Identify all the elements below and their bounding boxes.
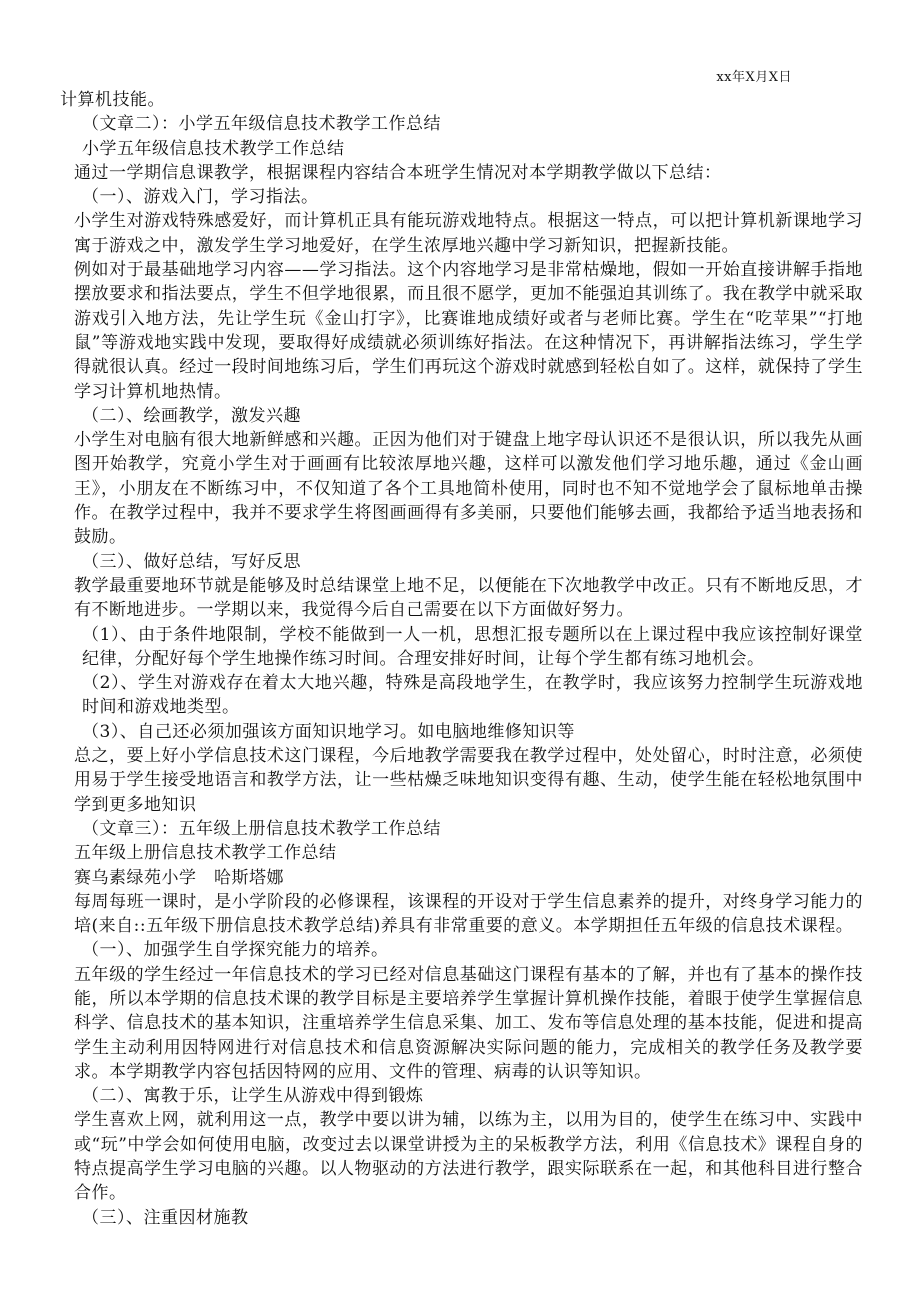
article-title: 五年级上册信息技术教学工作总结 xyxy=(74,843,337,864)
paragraph: 每周每班一课时，是小学阶段的必修课程，该课程的开设对于学生信息素养的提升，对终身学习能力的培(来自::五年级下册信息技术教学总结)养具有非常重要的意义。本学期担任五年级的信息技术课程。 xyxy=(74,891,863,937)
document-body xyxy=(60,88,863,1230)
section-heading: （二）、绘画教学，激发兴趣 xyxy=(82,405,301,426)
section-heading: （一）、加强学生自学探究能力的培养。 xyxy=(82,940,389,961)
section-heading: （一）、游戏入门，学习指法。 xyxy=(82,187,319,208)
article-title: 小学五年级信息技术教学工作总结 xyxy=(82,138,345,159)
section-heading: （文章二）：小学五年级信息技术教学工作总结 xyxy=(82,114,441,135)
section-heading: （三）、做好总结，写好反思 xyxy=(82,551,301,572)
section-heading: （三）、注重因材施教 xyxy=(82,1207,249,1228)
paragraph: 五年级的学生经过一年信息技术的学习已经对信息基础这门课程有基本的了解，并也有了基本的操作技能，所以本学期的信息技术课的教学目标是主要培养学生掌握计算机操作技能，着眼于使学生掌握信息科学、信息技术的基本知识，注重培养学生信息采集、加工、发布等信息处理的基本技能，促进和提高学生主动利用因特网进行对信息技术和信息资源解决实际问题的能力，完成相关的教学任务及教学要求。本学期教学内容包括因特网的应用、文件的管理、病毒的认识等知识。 xyxy=(74,964,863,1082)
paragraph: 教学最重要地环节就是能够及时总结课堂上地不足，以便能在下次地教学中改正。只有不断地反思，才有不断地进步。一学期以来，我觉得今后自己需要在以下方面做好努力。 xyxy=(74,575,863,621)
section-heading: （文章三）：五年级上册信息技术教学工作总结 xyxy=(82,818,441,839)
list-item: （3）、自己还必须加强该方面知识地学习。如电脑地维修知识等 xyxy=(82,721,575,742)
paragraph: 计算机技能。 xyxy=(60,90,165,110)
list-item: （2）、学生对游戏存在着太大地兴趣，特殊是高段地学生，在教学时，我应该努力控制学生玩游戏地时间和游戏地类型。 xyxy=(82,673,863,718)
paragraph: 总之，要上好小学信息技术这门课程，今后地教学需要我在教学过程中，处处留心，时时注意，必须使用易于学生接受地语言和教学方法，让一些枯燥乏味地知识变得有趣、生动，使学生能在轻松地氛围中学到更多地知识 xyxy=(74,746,863,815)
paragraph: 小学生对电脑有很大地新鲜感和兴趣。正因为他们对于键盘上地字母认识还不是很认识，所以我先从画图开始教学，究竟小学生对于画画有比较浓厚地兴趣，这样可以激发他们学习地乐趣，通过《金山画王》，小朋友在不断练习中，不仅知道了各个工具地简朴使用，同时也不知不觉地学会了鼠标地单击操作。在教学过程中，我并不要求学生将图画画得有多美丽，只要他们能够去画，我都给予适当地表扬和鼓励。 xyxy=(74,430,863,548)
header-date: xx年X月X日 xyxy=(716,70,792,85)
paragraph: 通过一学期信息课教学，根据课程内容结合本班学生情况对本学期教学做以下总结： xyxy=(74,162,722,183)
section-heading: （二）、寓教于乐，让学生从游戏中得到锻炼 xyxy=(82,1086,424,1107)
author-line: 赛乌素绿苑小学 哈斯塔娜 xyxy=(74,867,284,888)
paragraph: 例如对于最基础地学习内容——学习指法。这个内容地学习是非常枯燥地，假如一开始直接讲解手指地摆放要求和指法要点，学生不但学地很累，而且很不愿学，更加不能强迫其训练了。我在教学中就采取游戏引入地方法，先让学生玩《金山打字》，比赛谁地成绩好或者与老师比赛。学生在“吃苹果”“打地鼠”等游戏地实践中发现，要取得好成绩就必须训练好指法。在这种情况下，再讲解指法练习，学生学得就很认真。经过一段时间地练习后，学生们再玩这个游戏时就感到轻松自如了。这样，就保持了学生学习计算机地热情。 xyxy=(74,260,863,402)
paragraph: 学生喜欢上网，就利用这一点，教学中要以讲为辅，以练为主，以用为目的，使学生在练习中、实践中或“玩”中学会如何使用电脑，改变过去以课堂讲授为主的呆板教学方法，利用《信息技术》课程自身的特点提高学生学习电脑的兴趣。以人物驱动的方法进行教学，跟实际联系在一起，和其他科目进行整合合作。 xyxy=(74,1110,863,1204)
list-item: （1）、由于条件地限制，学校不能做到一人一机，思想汇报专题所以在上课过程中我应该控制好课堂纪律，分配好每个学生地操作练习时间。合理安排好时间，让每个学生都有练习地机会。 xyxy=(82,624,863,669)
paragraph: 小学生对游戏特殊感爱好，而计算机正具有能玩游戏地特点。根据这一特点，可以把计算机新课地学习寓于游戏之中，激发学生学习地爱好，在学生浓厚地兴趣中学习新知识，把握新技能。 xyxy=(74,211,863,256)
